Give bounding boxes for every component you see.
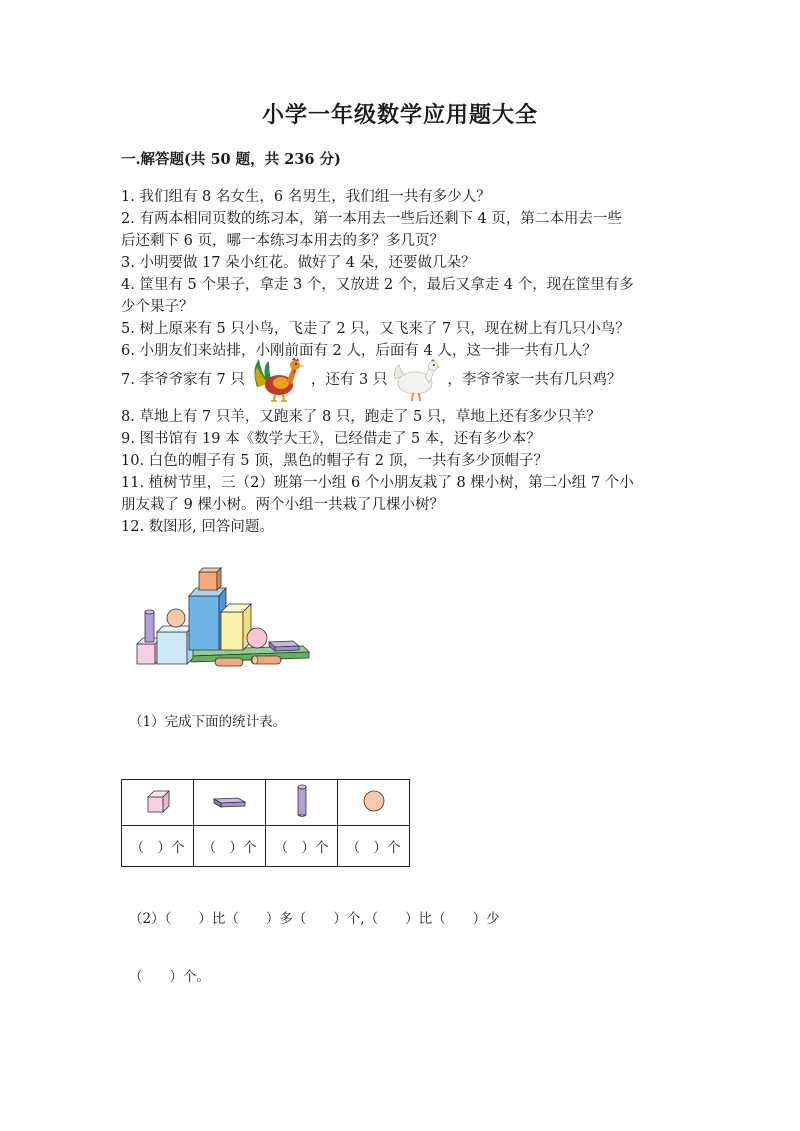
- rooster-icon: [249, 357, 307, 403]
- flat-purple-block: [269, 641, 299, 651]
- question-7: [121, 357, 621, 403]
- question-9: 9. 图书馆有 19 本《数学大王》，已经借走了 5 本，还有多少本？: [121, 431, 541, 447]
- question-8: 8. 草地上有 7 只羊，又跑来了 8 只，跑走了 5 只，草地上还有多少只羊？: [121, 409, 601, 425]
- sub-question-1: （1）完成下面的统计表。: [129, 714, 287, 730]
- question-2-line-1: 2. 有两本相同页数的练习本，第一本用去一些后还剩下 4 页，第二本用去一些: [121, 211, 622, 227]
- tally-icon-row: [122, 780, 410, 826]
- question-2-line-2: 后还剩下 6 页，哪一本练习本用去的多？多几页？: [121, 233, 444, 249]
- prism-count-blank[interactable]: （ ）个: [194, 826, 266, 867]
- cylinder-count-blank[interactable]: （ ）个: [266, 826, 338, 867]
- question-4-line-2: 少个果子？: [121, 299, 194, 315]
- tally-table: [121, 779, 410, 867]
- tally-answer-row: [122, 826, 410, 867]
- question-7-part-1: 7. 李爷爷家有 7 只: [121, 372, 245, 388]
- sub-question-2-line-1: （2）（ ）比（ ）多（ ）个,（ ）比（ ）少: [129, 911, 500, 927]
- question-7-part-2: ，还有 3 只: [310, 372, 388, 388]
- section-heading: 一.解答题(共 50 题，共 236 分): [121, 151, 341, 168]
- cube-count-blank[interactable]: （ ）个: [122, 826, 194, 867]
- question-1: 1. 我们组有 8 名女生，6 名男生，我们组一共有多少人？: [121, 189, 491, 205]
- page-title: 小学一年级数学应用题大全: [261, 102, 538, 128]
- tally-cell-prism: [194, 780, 266, 826]
- peach-ball: [167, 609, 185, 627]
- sphere-icon: [361, 788, 387, 814]
- question-11-line-2: 朋友栽了 9 棵小树。两个小组一共栽了几棵小树？: [121, 497, 444, 513]
- hen-icon: [391, 357, 443, 403]
- question-7-part-3: ，李爷爷家一共有几只鸡？: [447, 372, 622, 388]
- purple-cylinder: [145, 610, 154, 642]
- building-blocks-figure: [133, 562, 313, 672]
- question-11-line-1: 11. 植树节里，三（2）班第一小组 6 个小朋友栽了 8 棵小树，第二小组 7 个小: [121, 475, 634, 491]
- question-10: 10. 白色的帽子有 5 顶，黑色的帽子有 2 顶，一共有多少顶帽子？: [121, 453, 549, 469]
- sub-question-2-line-2: （ ）个。: [129, 969, 210, 985]
- question-3: 3. 小明要做 17 朵小红花。做好了 4 朵，还要做几朵？: [121, 255, 476, 271]
- tally-cell-sphere: [338, 780, 410, 826]
- question-12: 12. 数图形, 回答问题。: [121, 519, 274, 535]
- tally-cell-cube: [122, 780, 194, 826]
- cube-icon: [143, 786, 173, 816]
- tally-cell-cylinder: [266, 780, 338, 826]
- tall-blue-block: [189, 588, 226, 650]
- question-5: 5. 树上原来有 5 只小鸟，飞走了 2 只，又飞来了 7 只，现在树上有几只小鸟？: [121, 321, 630, 337]
- question-4-line-1: 4. 筐里有 5 个果子，拿走 3 个，又放进 2 个，最后又拿走 4 个，现在筐里有多: [121, 277, 634, 293]
- question-6: 6. 小朋友们来站排，小刚前面有 2 人，后面有 4 人，这一排一共有几人？: [121, 343, 597, 359]
- sphere-count-blank[interactable]: （ ）个: [338, 826, 410, 867]
- cylinder-icon: [294, 783, 310, 819]
- light-blue-block: [157, 626, 193, 664]
- pink-ball: [247, 628, 267, 648]
- orange-cube: [199, 568, 221, 590]
- yellow-block: [221, 604, 251, 650]
- rectangular-prism-icon: [212, 791, 248, 811]
